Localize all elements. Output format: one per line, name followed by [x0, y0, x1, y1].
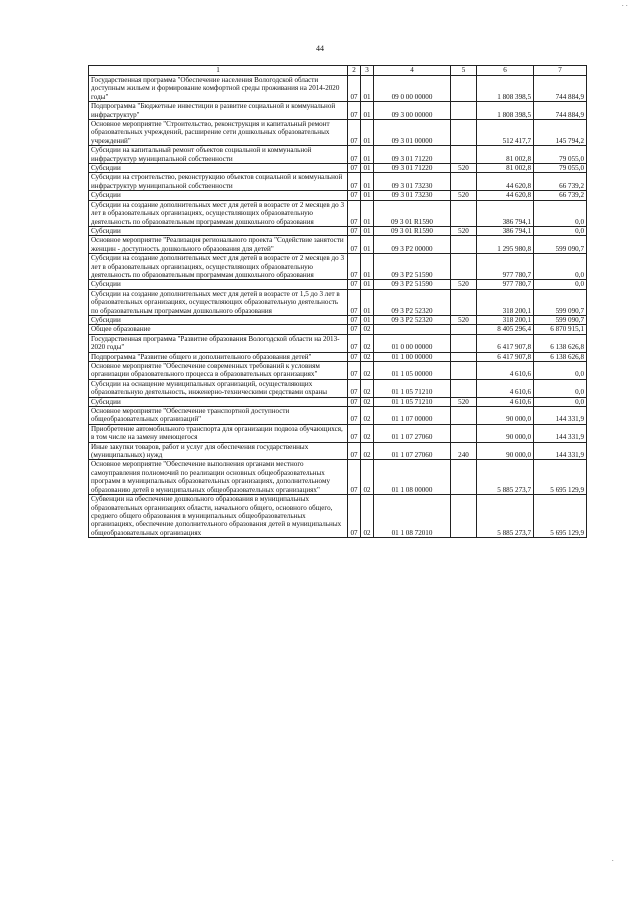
row-subsection-cell: 02 — [361, 442, 374, 460]
row-target-code-cell: 09 3 01 71220 — [374, 146, 451, 164]
row-amount-1-cell: 318 200,1 — [477, 289, 534, 315]
row-amount-1-cell: 386 794,1 — [477, 200, 534, 226]
row-expense-type-cell: 520 — [451, 315, 477, 324]
row-subsection-cell: 02 — [361, 495, 374, 538]
row-expense-type-cell — [451, 460, 477, 495]
row-subsection-cell: 01 — [361, 191, 374, 200]
row-target-code-cell: 09 3 P2 51590 — [374, 254, 451, 280]
row-amount-1-cell: 5 885 273,7 — [477, 460, 534, 495]
row-subsection-cell: 02 — [361, 352, 374, 361]
row-expense-type-cell — [451, 146, 477, 164]
row-subsection-cell: 01 — [361, 289, 374, 315]
row-section-cell: 07 — [348, 191, 361, 200]
row-name-cell: Государственная программа "Обеспечение населения Вологодской области доступным жильем и формирование комфортной среды проживания на 2014-2020 годы" — [89, 76, 348, 102]
row-section-cell: 07 — [348, 379, 361, 397]
row-subsection-cell: 02 — [361, 424, 374, 442]
row-amount-1-cell: 81 002,8 — [477, 146, 534, 164]
row-name-cell: Подпрограмма "Развитие общего и дополнительного образования детей" — [89, 352, 348, 361]
row-expense-type-cell — [451, 495, 477, 538]
row-target-code-cell: 01 1 07 27060 — [374, 424, 451, 442]
row-subsection-cell: 02 — [361, 325, 374, 334]
row-section-cell: 07 — [348, 460, 361, 495]
row-target-code-cell: 09 3 01 73230 — [374, 173, 451, 191]
table-row — [89, 442, 587, 460]
row-expense-type-cell — [451, 102, 477, 120]
row-expense-type-cell: 520 — [451, 226, 477, 235]
row-expense-type-cell — [451, 200, 477, 226]
row-section-cell: 07 — [348, 362, 361, 380]
row-amount-1-cell: 44 620,8 — [477, 191, 534, 200]
row-section-cell: 07 — [348, 164, 361, 173]
row-name-cell: Субсидии на создание дополнительных мест для детей в возрасте от 2 месяцев до 3 лет в образовательных организациях, осуществляющих образовательную деятельность по образовательным программам дошкольного образования — [89, 254, 348, 280]
row-amount-2-cell: 744 884,9 — [534, 102, 587, 120]
row-amount-1-cell: 386 794,1 — [477, 226, 534, 235]
table-row — [89, 191, 587, 200]
row-expense-type-cell — [451, 407, 477, 425]
row-subsection-cell: 01 — [361, 200, 374, 226]
row-amount-1-cell: 90 000,0 — [477, 442, 534, 460]
row-section-cell: 07 — [348, 236, 361, 254]
table-row — [89, 120, 587, 146]
table-row — [89, 254, 587, 280]
table-row — [89, 397, 587, 406]
row-section-cell: 07 — [348, 325, 361, 334]
row-amount-1-cell: 6 417 907,8 — [477, 352, 534, 361]
row-expense-type-cell — [451, 424, 477, 442]
row-subsection-cell: 02 — [361, 362, 374, 380]
row-amount-2-cell: 0,0 — [534, 379, 587, 397]
row-name-cell: Субсидии — [89, 191, 348, 200]
row-amount-2-cell: 145 794,2 — [534, 120, 587, 146]
row-amount-2-cell: 0,0 — [534, 254, 587, 280]
row-section-cell: 07 — [348, 495, 361, 538]
row-name-cell: Иные закупки товаров, работ и услуг для обеспечения государственных (муниципальных) нужд — [89, 442, 348, 460]
row-amount-1-cell: 90 000,0 — [477, 424, 534, 442]
row-subsection-cell: 01 — [361, 120, 374, 146]
row-name-cell: Общее образование — [89, 325, 348, 334]
row-subsection-cell: 01 — [361, 315, 374, 324]
row-target-code-cell: 09 3 01 00000 — [374, 120, 451, 146]
bottom-mark: · — [611, 857, 614, 865]
header-cell-name: 1 — [89, 66, 348, 76]
row-amount-2-cell: 144 331,9 — [534, 407, 587, 425]
row-amount-1-cell: 8 405 296,4 — [477, 325, 534, 334]
row-section-cell: 07 — [348, 146, 361, 164]
row-amount-2-cell: 5 695 129,9 — [534, 460, 587, 495]
row-subsection-cell: 02 — [361, 334, 374, 352]
row-name-cell: Основное мероприятие "Обеспечение выполнения органами местного самоуправления полномочий по реализации основных общеобразовательных программ в муниципальных образовательных организациях, дополнительному образованию детей в муниципальных общеобразовательных организациях" — [89, 460, 348, 495]
row-amount-1-cell: 5 885 273,7 — [477, 495, 534, 538]
table-row — [89, 407, 587, 425]
page-number: 44 — [316, 44, 324, 53]
row-amount-2-cell: 6 138 626,8 — [534, 334, 587, 352]
header-cell-subsection: 3 — [361, 66, 374, 76]
row-subsection-cell: 01 — [361, 102, 374, 120]
row-subsection-cell: 01 — [361, 173, 374, 191]
row-section-cell: 07 — [348, 120, 361, 146]
row-expense-type-cell — [451, 120, 477, 146]
row-target-code-cell: 01 1 05 71210 — [374, 397, 451, 406]
row-amount-2-cell: 79 055,0 — [534, 146, 587, 164]
row-amount-1-cell: 977 780,7 — [477, 254, 534, 280]
table-row — [89, 146, 587, 164]
row-target-code-cell: 01 1 07 00000 — [374, 407, 451, 425]
table-row — [89, 362, 587, 380]
row-target-code-cell: 09 3 P2 51590 — [374, 280, 451, 289]
row-name-cell: Основное мероприятие "Обеспечение транспортной доступности общеобразовательных организаций" — [89, 407, 348, 425]
table-row — [89, 173, 587, 191]
row-name-cell: Субсидии на создание дополнительных мест для детей в возрасте от 1,5 до 3 лет в образовательных организациях, осуществляющих образовательную деятельность по образовательным программам дошкольного образования — [89, 289, 348, 315]
row-name-cell: Субсидии — [89, 226, 348, 235]
row-expense-type-cell — [451, 236, 477, 254]
row-amount-2-cell: 0,0 — [534, 362, 587, 380]
row-name-cell: Приобретение автомобильного транспорта для организации подвоза обучающихся, в том числе на замену имеющегося — [89, 424, 348, 442]
row-section-cell: 07 — [348, 424, 361, 442]
header-cell-amount-2: 7 — [534, 66, 587, 76]
row-subsection-cell: 01 — [361, 146, 374, 164]
table-row — [89, 495, 587, 538]
row-target-code-cell: 01 1 08 72010 — [374, 495, 451, 538]
row-target-code-cell: 01 1 07 27060 — [374, 442, 451, 460]
table-row — [89, 325, 587, 334]
row-target-code-cell — [374, 325, 451, 334]
row-target-code-cell: 01 1 05 71210 — [374, 379, 451, 397]
row-amount-1-cell: 318 200,1 — [477, 315, 534, 324]
row-name-cell: Подпрограмма "Бюджетные инвестиции в развитие социальной и коммунальной инфраструктур" — [89, 102, 348, 120]
row-amount-2-cell: 6 138 626,8 — [534, 352, 587, 361]
row-amount-2-cell: 79 055,0 — [534, 164, 587, 173]
row-amount-2-cell: 599 090,7 — [534, 289, 587, 315]
row-amount-2-cell: 66 739,2 — [534, 191, 587, 200]
row-expense-type-cell: 520 — [451, 397, 477, 406]
row-subsection-cell: 01 — [361, 236, 374, 254]
row-expense-type-cell: 520 — [451, 280, 477, 289]
row-section-cell: 07 — [348, 173, 361, 191]
row-amount-2-cell: 0,0 — [534, 397, 587, 406]
table-row — [89, 424, 587, 442]
table-row — [89, 289, 587, 315]
row-expense-type-cell — [451, 362, 477, 380]
header-cell-expense-type: 5 — [451, 66, 477, 76]
row-name-cell: Субсидии на оснащение муниципальных организаций, осуществляющих образовательную деятельность, инженерно-техническими средствами охраны — [89, 379, 348, 397]
row-target-code-cell: 09 0 00 00000 — [374, 76, 451, 102]
table-row — [89, 102, 587, 120]
table-row — [89, 164, 587, 173]
table-header-row — [89, 66, 587, 76]
row-amount-1-cell: 6 417 907,8 — [477, 334, 534, 352]
row-section-cell: 07 — [348, 289, 361, 315]
row-section-cell: 07 — [348, 200, 361, 226]
row-amount-2-cell: 599 090,7 — [534, 236, 587, 254]
row-amount-1-cell: 512 417,7 — [477, 120, 534, 146]
row-section-cell: 07 — [348, 442, 361, 460]
row-name-cell: Субсидии на капитальный ремонт объектов социальной и коммунальной инфраструктур муниципальной собственности — [89, 146, 348, 164]
row-subsection-cell: 01 — [361, 164, 374, 173]
row-amount-2-cell: 0,0 — [534, 280, 587, 289]
table-row — [89, 200, 587, 226]
row-name-cell: Субсидии — [89, 164, 348, 173]
header-cell-target-code: 4 — [374, 66, 451, 76]
row-expense-type-cell: 240 — [451, 442, 477, 460]
row-target-code-cell: 09 3 00 00000 — [374, 102, 451, 120]
row-expense-type-cell — [451, 76, 477, 102]
row-subsection-cell: 01 — [361, 76, 374, 102]
row-target-code-cell: 09 3 01 R1590 — [374, 200, 451, 226]
table-row — [89, 460, 587, 495]
row-expense-type-cell — [451, 289, 477, 315]
row-target-code-cell: 01 1 08 00000 — [374, 460, 451, 495]
row-section-cell: 07 — [348, 254, 361, 280]
table-row — [89, 379, 587, 397]
row-amount-2-cell: 599 090,7 — [534, 315, 587, 324]
row-amount-1-cell: 1 295 980,8 — [477, 236, 534, 254]
row-name-cell: Государственная программа "Развитие образования Вологодской области на 2013-2020 годы" — [89, 334, 348, 352]
table-row — [89, 236, 587, 254]
row-subsection-cell: 01 — [361, 254, 374, 280]
row-name-cell: Субсидии — [89, 397, 348, 406]
row-expense-type-cell — [451, 254, 477, 280]
row-subsection-cell: 02 — [361, 407, 374, 425]
table-row — [89, 315, 587, 324]
row-amount-1-cell: 81 002,8 — [477, 164, 534, 173]
row-name-cell: Основное мероприятие "Реализация регионального проекта "Содействие занятости женщин - доступность дошкольного образования для детей" — [89, 236, 348, 254]
row-section-cell: 07 — [348, 280, 361, 289]
row-expense-type-cell: 520 — [451, 164, 477, 173]
table-row — [89, 280, 587, 289]
row-amount-2-cell: 5 695 129,9 — [534, 495, 587, 538]
row-expense-type-cell — [451, 352, 477, 361]
row-target-code-cell: 09 3 01 R1590 — [374, 226, 451, 235]
row-amount-1-cell: 4 610,6 — [477, 397, 534, 406]
row-target-code-cell: 01 0 00 00000 — [374, 334, 451, 352]
row-name-cell: Субсидии — [89, 315, 348, 324]
budget-table — [88, 65, 587, 538]
header-cell-amount-1: 6 — [477, 66, 534, 76]
row-amount-2-cell: 6 870 915,1 — [534, 325, 587, 334]
row-section-cell: 07 — [348, 315, 361, 324]
row-name-cell: Субвенции на обеспечение дошкольного образования в муниципальных образовательных организациях области, начального общего, основного общего, среднего общего образования в муниципальных общеобразовательных организациях, обеспечение дополнительного образования детей в муниципальных общеобразовательных организациях — [89, 495, 348, 538]
table-row — [89, 76, 587, 102]
row-subsection-cell: 01 — [361, 280, 374, 289]
row-expense-type-cell — [451, 325, 477, 334]
row-name-cell: Основное мероприятие "Строительство, реконструкция и капитальный ремонт образовательных учреждений, расширение сети дошкольных образовательных учреждений" — [89, 120, 348, 146]
row-name-cell: Субсидии — [89, 280, 348, 289]
row-amount-1-cell: 1 808 398,5 — [477, 76, 534, 102]
row-target-code-cell: 09 3 P2 00000 — [374, 236, 451, 254]
row-amount-1-cell: 977 780,7 — [477, 280, 534, 289]
row-section-cell: 07 — [348, 334, 361, 352]
row-amount-1-cell: 1 808 398,5 — [477, 102, 534, 120]
table-row — [89, 226, 587, 235]
row-target-code-cell: 09 3 P2 52320 — [374, 315, 451, 324]
row-subsection-cell: 02 — [361, 397, 374, 406]
row-subsection-cell: 02 — [361, 460, 374, 495]
row-expense-type-cell — [451, 379, 477, 397]
row-amount-2-cell: 0,0 — [534, 226, 587, 235]
header-cell-section: 2 — [348, 66, 361, 76]
row-name-cell: Субсидии на строительство, реконструкцию объектов социальной и коммунальной инфраструктур муниципальной собственности — [89, 173, 348, 191]
row-target-code-cell: 01 1 05 00000 — [374, 362, 451, 380]
row-section-cell: 07 — [348, 397, 361, 406]
row-amount-2-cell: 0,0 — [534, 200, 587, 226]
row-section-cell: 07 — [348, 76, 361, 102]
row-subsection-cell: 01 — [361, 226, 374, 235]
row-section-cell: 07 — [348, 352, 361, 361]
row-section-cell: 07 — [348, 407, 361, 425]
row-section-cell: 07 — [348, 226, 361, 235]
row-name-cell: Субсидии на создание дополнительных мест для детей в возрасте от 2 месяцев до 3 лет в образовательных организациях, осуществляющих образовательную деятельность по образовательным программам дошкольного образования — [89, 200, 348, 226]
row-expense-type-cell — [451, 334, 477, 352]
corner-mark: · · — [621, 2, 628, 10]
row-amount-1-cell: 44 620,8 — [477, 173, 534, 191]
table-row — [89, 352, 587, 361]
row-subsection-cell: 02 — [361, 379, 374, 397]
table-row — [89, 334, 587, 352]
row-target-code-cell: 09 3 P2 52320 — [374, 289, 451, 315]
row-amount-1-cell: 4 610,6 — [477, 379, 534, 397]
row-amount-2-cell: 144 331,9 — [534, 442, 587, 460]
row-target-code-cell: 09 3 01 71220 — [374, 164, 451, 173]
row-amount-1-cell: 4 610,6 — [477, 362, 534, 380]
row-amount-2-cell: 66 739,2 — [534, 173, 587, 191]
row-amount-1-cell: 90 000,0 — [477, 407, 534, 425]
row-target-code-cell: 09 3 01 73230 — [374, 191, 451, 200]
row-name-cell: Основное мероприятие "Обеспечение современных требований к условиям организации образовательного процесса в образовательных организациях" — [89, 362, 348, 380]
row-amount-2-cell: 144 331,9 — [534, 424, 587, 442]
row-target-code-cell: 01 1 00 00000 — [374, 352, 451, 361]
row-section-cell: 07 — [348, 102, 361, 120]
row-expense-type-cell — [451, 173, 477, 191]
row-expense-type-cell: 520 — [451, 191, 477, 200]
row-amount-2-cell: 744 884,9 — [534, 76, 587, 102]
